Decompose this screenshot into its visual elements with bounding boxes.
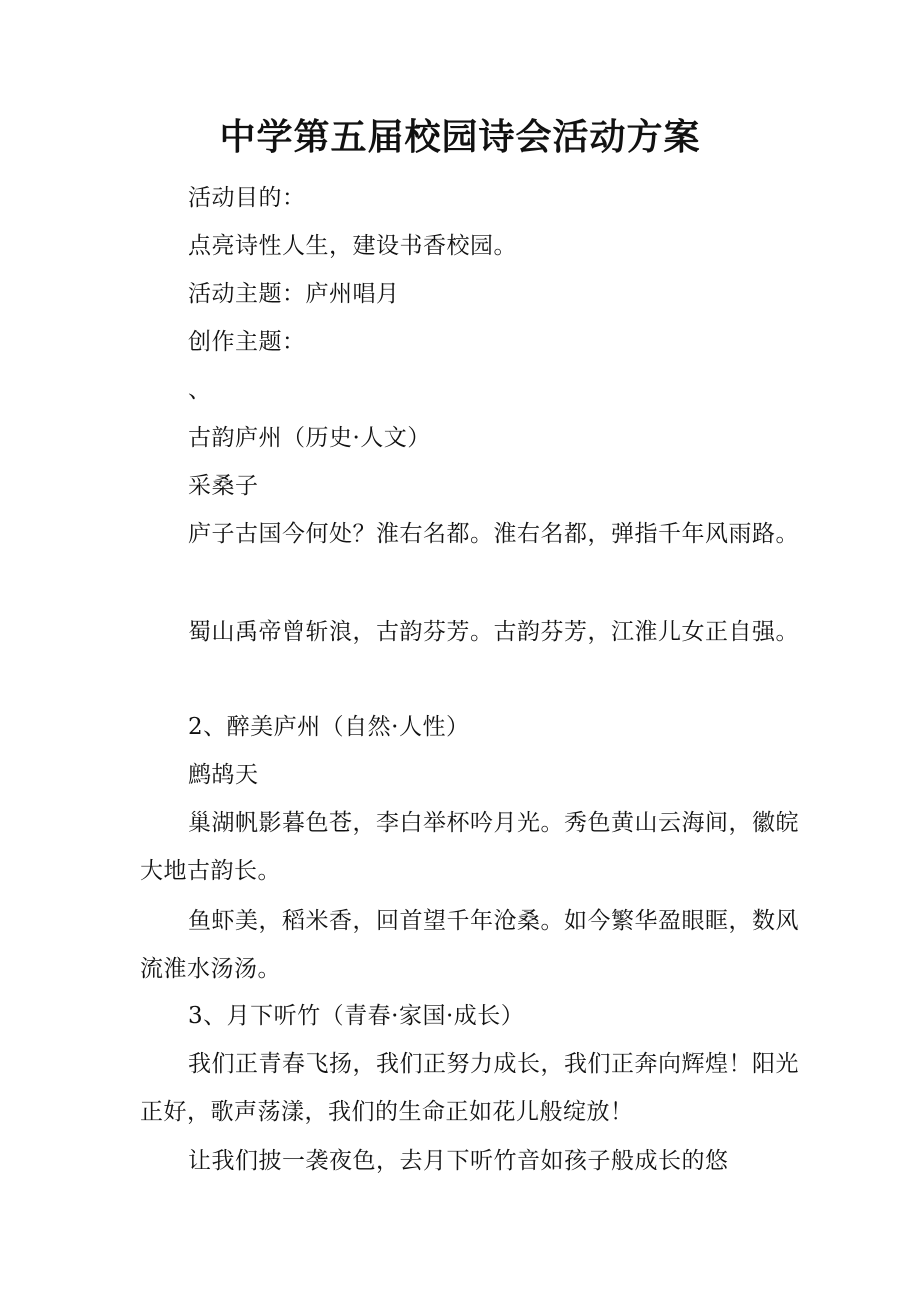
paragraph-activity-purpose: 点亮诗性人生，建设书香校园。: [188, 233, 517, 259]
paragraph-poem-2-stanza-2: 鱼虾美，稻米香，回首望千年沧桑。如今繁华盈眼眶，数风流淮水汤汤。: [140, 908, 799, 982]
paragraph-activity-purpose-label: 活动目的：: [188, 185, 306, 211]
paragraph-section-3-text-2: 让我们披一袭夜色，去月下听竹音如孩子般成长的悠: [188, 1148, 729, 1174]
paragraph-poem-1-stanza-2: 蜀山禹帝曾斩浪，古韵芬芳。古韵芬芳，江淮儿女正自强。: [188, 619, 799, 645]
paragraph-enumeration-mark: 、: [188, 377, 212, 403]
paragraph-section-3-heading: 3、月下听竹（青春·家国·成长）: [188, 1003, 525, 1029]
paragraph-poem-1-stanza-1: 庐子古国今何处？淮右名都。淮右名都，弹指千年风雨路。: [188, 521, 799, 547]
document-title: 中学第五届校园诗会活动方案: [219, 116, 701, 158]
paragraph-section-1-heading: 古韵庐州（历史·人文）: [188, 425, 431, 451]
paragraph-section-2-heading: 2、醉美庐州（自然·人性）: [188, 714, 470, 740]
paragraph-poem-1-title: 采桑子: [188, 473, 259, 499]
paragraph-creation-theme-label: 创作主题：: [188, 329, 306, 355]
paragraph-section-3-text-1: 我们正青春飞扬，我们正努力成长，我们正奔向辉煌！阳光正好，歌声荡漾，我们的生命正如花儿般绽放！: [140, 1051, 799, 1125]
paragraph-activity-theme: 活动主题：庐州唱月: [188, 281, 400, 307]
paragraph-poem-2-title: 鹧鸪天: [188, 762, 259, 788]
paragraph-poem-2-stanza-1: 巢湖帆影暮色苍，李白举杯吟月光。秀色黄山云海间，徽皖大地古韵长。: [140, 810, 799, 884]
